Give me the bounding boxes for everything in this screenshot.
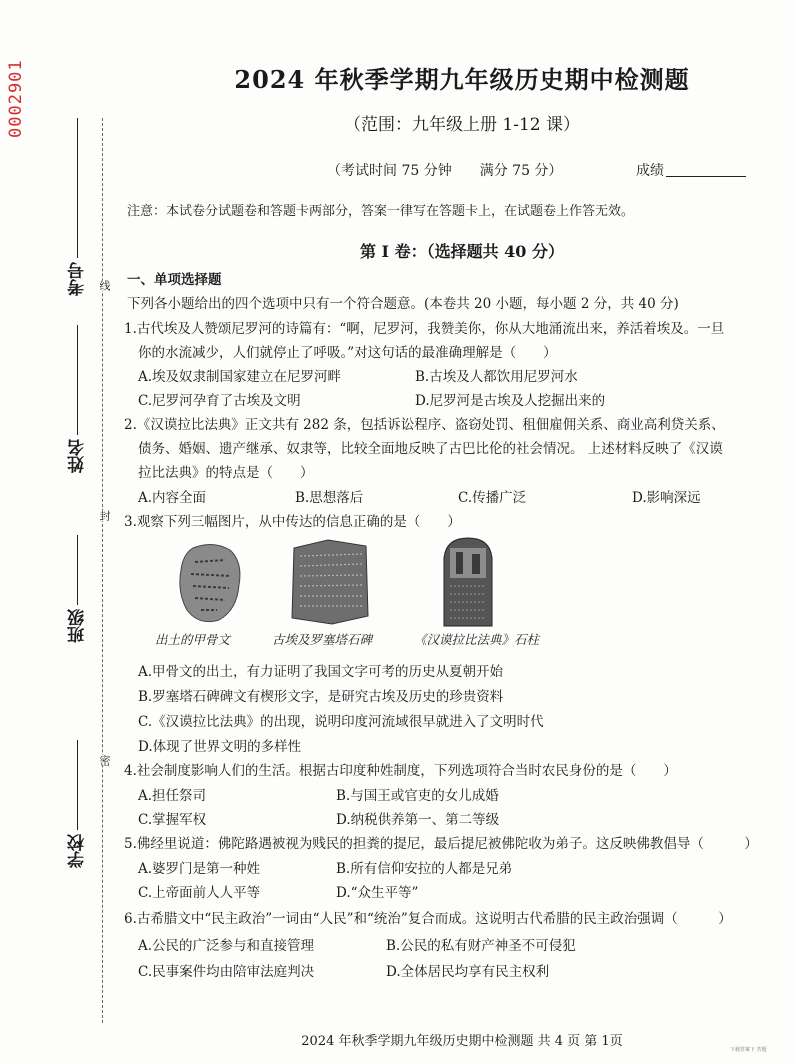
notice: 注意：本试卷分试题卷和答题卡两部分，答案一律写在答题卡上，在试题卷上作答无效。 (127, 204, 635, 219)
q6-option-d[interactable]: D.全体居民均享有民主权利 (386, 964, 550, 980)
section-title: 第 I 卷：（选择题共 40 分） (359, 242, 565, 261)
serial-number: 0002901 (6, 59, 26, 138)
question-4-line-1: 4.社会制度影响人们的生活。根据古印度种姓制度，下列选项符合当时农民身份的是（ ） (124, 763, 677, 779)
exam-subtitle: （范围：九年级上册 1-12 课） (344, 115, 580, 135)
q6-option-a[interactable]: A.公民的广泛参与和直接管理 (138, 938, 315, 954)
rosetta-stone-image (288, 538, 370, 626)
q3-option-d[interactable]: D.体现了世界文明的多样性 (138, 739, 302, 755)
caption-hammurabi-stele: 《汉谟拉比法典》石柱 (414, 632, 540, 647)
q4-option-c[interactable]: C.掌握军权 (138, 812, 207, 828)
q2-option-b[interactable]: B.思想落后 (295, 490, 364, 506)
field-name[interactable] (62, 325, 92, 473)
q4-option-b[interactable]: B.与国王或官吏的女儿成婚 (336, 788, 499, 804)
binding-word-feng: 封 (98, 510, 111, 521)
field-line (77, 740, 78, 830)
binding-line (102, 118, 103, 1023)
instructions: 下列各小题给出的四个选项中只有一个符合题意。(本卷共 20 小题，每小题 2 分，共 40 分) (127, 296, 679, 312)
field-class[interactable] (62, 535, 92, 643)
hammurabi-stele-image (438, 536, 498, 628)
q1-option-a[interactable]: A.埃及奴隶制国家建立在尼罗河畔 (138, 369, 342, 385)
score-blank[interactable] (666, 176, 746, 177)
question-1-line-2: 你的水流减少，人们就停止了呼吸。”对这句话的最准确理解是（ ） (138, 345, 557, 361)
binding-word-mi: 密 (98, 755, 111, 766)
q3-option-a[interactable]: A.甲骨文的出土，有力证明了我国文字可考的历史从夏朝开始 (138, 664, 504, 680)
field-line (77, 118, 78, 258)
q4-option-a[interactable]: A.担任祭司 (138, 788, 207, 804)
question-5-line-1: 5.佛经里说道：佛陀路遇被视为贱民的担粪的提尼，最后提尼被佛陀收为弟子。这反映佛教倡导（ ） (124, 836, 758, 852)
q6-option-b[interactable]: B.公民的私有财产神圣不可侵犯 (386, 938, 576, 954)
q4-option-d[interactable]: D.纳税供养第一、第二等级 (336, 812, 500, 828)
q3-option-c[interactable]: C.《汉谟拉比法典》的出现，说明印度河流域很早就进入了文明时代 (138, 714, 544, 730)
exam-info: （考试时间 75 分钟 满分 75 分） (327, 163, 563, 179)
score-label: 成绩 (636, 163, 664, 179)
field-label-name: 姓名 (67, 439, 88, 473)
question-2-line-3: 拉比法典》的特点是（ ） (138, 465, 314, 481)
q5-option-d[interactable]: D.“众生平等” (336, 885, 419, 901)
caption-oracle-bone: 出土的甲骨文 (155, 632, 231, 647)
part-heading: 一、单项选择题 (127, 272, 222, 288)
field-label-school: 学校 (67, 834, 88, 868)
q5-option-b[interactable]: B.所有信仰安拉的人都是兄弟 (336, 861, 513, 877)
field-exam-number[interactable] (62, 118, 92, 296)
q1-option-d[interactable]: D.尼罗河是古埃及人挖掘出来的 (415, 393, 606, 409)
exam-title: 2024 年秋季学期九年级历史期中检测题 (234, 65, 690, 94)
q3-option-b[interactable]: B.罗塞塔石碑碑文有楔形文字，是研究古埃及历史的珍贵资料 (138, 689, 504, 705)
q6-option-c[interactable]: C.民事案件均由陪审法庭判决 (138, 964, 315, 980)
field-line (77, 325, 78, 435)
question-1-line-1: 1.古代埃及人赞颂尼罗河的诗篇有：“啊，尼罗河，我赞美你，你从大地涌流出来，养活着埃及。一旦 (124, 321, 725, 337)
q1-option-c[interactable]: C.尼罗河孕育了古埃及文明 (138, 393, 301, 409)
q2-option-c[interactable]: C.传播广泛 (458, 490, 527, 506)
q2-option-d[interactable]: D.影响深远 (632, 490, 701, 506)
q5-option-a[interactable]: A.婆罗门是第一种姓 (138, 861, 261, 877)
q2-option-a[interactable]: A.内容全面 (138, 490, 207, 506)
question-6-line-1: 6.古希腊文中“民主政治”一词由“人民”和“统治”复合而成。这说明古代希腊的民主政治强调（ ） (124, 911, 732, 927)
page-footer: 2024 年秋季学期九年级历史期中检测题 共 4 页 第 1页 (301, 1034, 623, 1049)
field-label-class: 班级 (67, 609, 88, 643)
question-3-line-1: 3.观察下列三幅图片，从中传达的信息正确的是（ ） (124, 514, 461, 530)
watermark: 下载答案下 答题 (730, 1047, 767, 1053)
oracle-bone-image (175, 540, 245, 625)
q5-option-c[interactable]: C.上帝面前人人平等 (138, 885, 261, 901)
binding-word-xian: 线 (98, 280, 111, 291)
field-label-exam-number: 考号 (67, 262, 88, 296)
field-line (77, 535, 78, 605)
field-school[interactable] (62, 740, 92, 868)
caption-rosetta-stone: 古埃及罗塞塔石碑 (272, 632, 373, 647)
question-2-line-1: 2.《汉谟拉比法典》正文共有 282 条，包括诉讼程序、盗窃处罚、租佃雇佣关系、商业高利贷关系、 (124, 417, 725, 433)
q1-option-b[interactable]: B.古埃及人都饮用尼罗河水 (415, 369, 578, 385)
question-2-line-2: 债务、婚姻、遗产继承、奴隶等，比较全面地反映了古巴比伦的社会情况。 上述材料反映了《汉谟 (138, 441, 723, 457)
